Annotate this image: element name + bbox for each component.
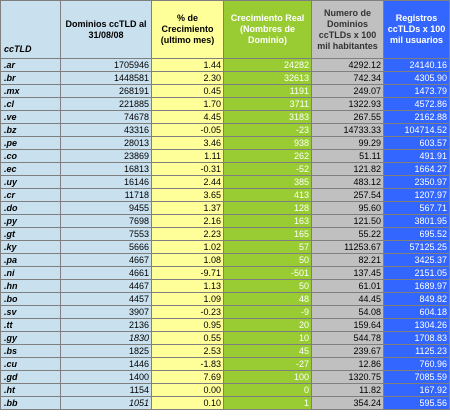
crecimiento-real-cell[interactable]: 24282 bbox=[224, 59, 312, 72]
dominios-cell[interactable]: 7553 bbox=[61, 228, 152, 241]
column-header-crecimiento-real[interactable]: Crecimiento Real (Nombres de Dominio) bbox=[224, 1, 312, 59]
crecimiento-pct-cell[interactable]: 1.11 bbox=[152, 150, 224, 163]
registros-cell[interactable]: 7085.59 bbox=[384, 371, 450, 384]
cctld-cell[interactable]: .br bbox=[1, 72, 61, 85]
crecimiento-pct-cell[interactable]: 2.30 bbox=[152, 72, 224, 85]
cctld-cell[interactable]: .py bbox=[1, 215, 61, 228]
cctld-cell[interactable]: .cr bbox=[1, 189, 61, 202]
cctld-cell[interactable]: .pa bbox=[1, 254, 61, 267]
registros-cell[interactable]: 604.18 bbox=[384, 306, 450, 319]
crecimiento-real-cell[interactable]: 163 bbox=[224, 215, 312, 228]
crecimiento-real-cell[interactable]: 0 bbox=[224, 384, 312, 397]
crecimiento-pct-cell[interactable]: 0.45 bbox=[152, 85, 224, 98]
registros-cell[interactable]: 2151.05 bbox=[384, 267, 450, 280]
registros-cell[interactable]: 57125.25 bbox=[384, 241, 450, 254]
numero-dominios-cell[interactable]: 257.54 bbox=[312, 189, 384, 202]
cctld-cell[interactable]: .co bbox=[1, 150, 61, 163]
cctld-cell[interactable]: .gd bbox=[1, 371, 61, 384]
cctld-cell[interactable]: .bb bbox=[1, 397, 61, 410]
numero-dominios-cell[interactable]: 14733.33 bbox=[312, 124, 384, 137]
crecimiento-pct-cell[interactable]: 1.02 bbox=[152, 241, 224, 254]
dominios-cell[interactable]: 74678 bbox=[61, 111, 152, 124]
table-row bbox=[1, 189, 450, 202]
table-row bbox=[1, 59, 450, 72]
dominios-cell[interactable]: 4457 bbox=[61, 293, 152, 306]
dominios-cell[interactable]: 7698 bbox=[61, 215, 152, 228]
crecimiento-pct-cell[interactable]: 3.65 bbox=[152, 189, 224, 202]
crecimiento-real-cell[interactable]: 385 bbox=[224, 176, 312, 189]
table-row bbox=[1, 202, 450, 215]
numero-dominios-cell[interactable]: 55.22 bbox=[312, 228, 384, 241]
dominios-cell[interactable]: 28013 bbox=[61, 137, 152, 150]
cctld-cell[interactable]: .mx bbox=[1, 85, 61, 98]
table-row bbox=[1, 150, 450, 163]
dominios-cell[interactable]: 3907 bbox=[61, 306, 152, 319]
column-header-numero-dominios[interactable]: Numero de Dominios ccTLDs x 100 mil habitantes bbox=[312, 1, 384, 59]
crecimiento-real-cell[interactable]: 10 bbox=[224, 332, 312, 345]
crecimiento-real-cell[interactable]: 57 bbox=[224, 241, 312, 254]
numero-dominios-cell[interactable]: 4292.12 bbox=[312, 59, 384, 72]
dominios-cell[interactable]: 16813 bbox=[61, 163, 152, 176]
dominios-cell[interactable]: 11718 bbox=[61, 189, 152, 202]
table-row bbox=[1, 111, 450, 124]
table-row bbox=[1, 332, 450, 345]
table-row bbox=[1, 124, 450, 137]
cctld-cell[interactable]: .ni bbox=[1, 267, 61, 280]
crecimiento-real-cell[interactable]: -27 bbox=[224, 358, 312, 371]
cctld-cell[interactable]: .gy bbox=[1, 332, 61, 345]
crecimiento-real-cell[interactable]: 20 bbox=[224, 319, 312, 332]
crecimiento-pct-cell[interactable]: 3.46 bbox=[152, 137, 224, 150]
numero-dominios-cell[interactable]: 61.01 bbox=[312, 280, 384, 293]
crecimiento-real-cell[interactable]: 1191 bbox=[224, 85, 312, 98]
registros-cell[interactable]: 2162.88 bbox=[384, 111, 450, 124]
cctld-cell[interactable]: .ht bbox=[1, 384, 61, 397]
numero-dominios-cell[interactable]: 121.82 bbox=[312, 163, 384, 176]
registros-cell[interactable]: 1125.23 bbox=[384, 345, 450, 358]
registros-cell[interactable]: 595.56 bbox=[384, 397, 450, 410]
cctld-cell[interactable]: .hn bbox=[1, 280, 61, 293]
table-row bbox=[1, 163, 450, 176]
dominios-cell[interactable]: 4661 bbox=[61, 267, 152, 280]
table-row bbox=[1, 319, 450, 332]
cctld-cell[interactable]: .ar bbox=[1, 59, 61, 72]
numero-dominios-cell[interactable]: 82.21 bbox=[312, 254, 384, 267]
dominios-cell[interactable]: 1400 bbox=[61, 371, 152, 384]
crecimiento-pct-cell[interactable]: 1.08 bbox=[152, 254, 224, 267]
registros-cell[interactable]: 1689.97 bbox=[384, 280, 450, 293]
numero-dominios-cell[interactable]: 742.34 bbox=[312, 72, 384, 85]
crecimiento-real-cell[interactable]: -501 bbox=[224, 267, 312, 280]
crecimiento-real-cell[interactable]: -9 bbox=[224, 306, 312, 319]
registros-cell[interactable]: 1664.27 bbox=[384, 163, 450, 176]
crecimiento-pct-cell[interactable]: 2.16 bbox=[152, 215, 224, 228]
cctld-cell[interactable]: .tt bbox=[1, 319, 61, 332]
registros-cell[interactable]: 4572.86 bbox=[384, 98, 450, 111]
numero-dominios-cell[interactable]: 44.45 bbox=[312, 293, 384, 306]
crecimiento-pct-cell[interactable]: -9.71 bbox=[152, 267, 224, 280]
column-header-cctld[interactable]: ccTLD bbox=[1, 1, 61, 59]
crecimiento-pct-cell[interactable]: -0.05 bbox=[152, 124, 224, 137]
crecimiento-real-cell[interactable]: 32613 bbox=[224, 72, 312, 85]
crecimiento-real-cell[interactable]: 45 bbox=[224, 345, 312, 358]
crecimiento-pct-cell[interactable]: 0.00 bbox=[152, 384, 224, 397]
table-row bbox=[1, 397, 450, 410]
crecimiento-pct-cell[interactable]: 7.69 bbox=[152, 371, 224, 384]
crecimiento-real-cell[interactable]: 100 bbox=[224, 371, 312, 384]
dominios-cell[interactable]: 1830 bbox=[61, 332, 152, 345]
dominios-cell[interactable]: 1446 bbox=[61, 358, 152, 371]
crecimiento-pct-cell[interactable]: 1.70 bbox=[152, 98, 224, 111]
crecimiento-pct-cell[interactable]: 1.09 bbox=[152, 293, 224, 306]
crecimiento-pct-cell[interactable]: 2.23 bbox=[152, 228, 224, 241]
numero-dominios-cell[interactable]: 1322.93 bbox=[312, 98, 384, 111]
column-header-crecimiento-pct[interactable]: % de Crecimiento (ultimo mes) bbox=[152, 1, 224, 59]
dominios-cell[interactable]: 4667 bbox=[61, 254, 152, 267]
crecimiento-pct-cell[interactable]: 1.44 bbox=[152, 59, 224, 72]
numero-dominios-cell[interactable]: 12.86 bbox=[312, 358, 384, 371]
column-header-dominios[interactable]: Dominios ccTLD al 31/08/08 bbox=[61, 1, 152, 59]
registros-cell[interactable]: 2350.97 bbox=[384, 176, 450, 189]
crecimiento-real-cell[interactable]: 3711 bbox=[224, 98, 312, 111]
numero-dominios-cell[interactable]: 249.07 bbox=[312, 85, 384, 98]
table-row bbox=[1, 85, 450, 98]
dominios-cell[interactable]: 1154 bbox=[61, 384, 152, 397]
crecimiento-real-cell[interactable]: 50 bbox=[224, 280, 312, 293]
dominios-cell[interactable]: 1825 bbox=[61, 345, 152, 358]
table-row bbox=[1, 254, 450, 267]
crecimiento-real-cell[interactable]: 262 bbox=[224, 150, 312, 163]
crecimiento-pct-cell[interactable]: -1.83 bbox=[152, 358, 224, 371]
cctld-cell[interactable]: .sv bbox=[1, 306, 61, 319]
numero-dominios-cell[interactable]: 95.60 bbox=[312, 202, 384, 215]
table-row bbox=[1, 345, 450, 358]
table-row bbox=[1, 280, 450, 293]
numero-dominios-cell[interactable]: 99.29 bbox=[312, 137, 384, 150]
numero-dominios-cell[interactable]: 51.11 bbox=[312, 150, 384, 163]
cctld-cell[interactable]: .cu bbox=[1, 358, 61, 371]
registros-cell[interactable]: 1304.26 bbox=[384, 319, 450, 332]
cctld-cell[interactable]: .ve bbox=[1, 111, 61, 124]
registros-cell[interactable]: 4305.90 bbox=[384, 72, 450, 85]
dominios-cell[interactable]: 23869 bbox=[61, 150, 152, 163]
table-body bbox=[1, 59, 450, 410]
table-row bbox=[1, 371, 450, 384]
crecimiento-real-cell[interactable]: 165 bbox=[224, 228, 312, 241]
cctld-cell[interactable]: .do bbox=[1, 202, 61, 215]
crecimiento-pct-cell[interactable]: 2.44 bbox=[152, 176, 224, 189]
registros-cell[interactable]: 24140.16 bbox=[384, 59, 450, 72]
registros-cell[interactable]: 849.82 bbox=[384, 293, 450, 306]
cctld-cell[interactable]: .gt bbox=[1, 228, 61, 241]
dominios-cell[interactable]: 5666 bbox=[61, 241, 152, 254]
registros-cell[interactable]: 3425.37 bbox=[384, 254, 450, 267]
dominios-cell[interactable]: 16146 bbox=[61, 176, 152, 189]
crecimiento-real-cell[interactable]: 1 bbox=[224, 397, 312, 410]
cctld-cell[interactable]: .ky bbox=[1, 241, 61, 254]
numero-dominios-cell[interactable]: 11.82 bbox=[312, 384, 384, 397]
crecimiento-real-cell[interactable]: 50 bbox=[224, 254, 312, 267]
dominios-cell[interactable]: 1705946 bbox=[61, 59, 152, 72]
crecimiento-real-cell[interactable]: 3183 bbox=[224, 111, 312, 124]
table-row bbox=[1, 137, 450, 150]
registros-cell[interactable]: 167.92 bbox=[384, 384, 450, 397]
crecimiento-pct-cell[interactable]: 0.10 bbox=[152, 397, 224, 410]
cctld-cell[interactable]: .cl bbox=[1, 98, 61, 111]
cctld-cell[interactable]: .ec bbox=[1, 163, 61, 176]
crecimiento-real-cell[interactable]: -52 bbox=[224, 163, 312, 176]
registros-cell[interactable]: 760.96 bbox=[384, 358, 450, 371]
numero-dominios-cell[interactable]: 159.64 bbox=[312, 319, 384, 332]
header-row bbox=[1, 1, 450, 59]
table-row bbox=[1, 72, 450, 85]
crecimiento-pct-cell[interactable]: 0.95 bbox=[152, 319, 224, 332]
numero-dominios-cell[interactable]: 1320.75 bbox=[312, 371, 384, 384]
numero-dominios-cell[interactable]: 267.55 bbox=[312, 111, 384, 124]
crecimiento-real-cell[interactable]: -23 bbox=[224, 124, 312, 137]
crecimiento-real-cell[interactable]: 128 bbox=[224, 202, 312, 215]
cctld-cell[interactable]: .bs bbox=[1, 345, 61, 358]
crecimiento-pct-cell[interactable]: -0.23 bbox=[152, 306, 224, 319]
registros-cell[interactable]: 695.52 bbox=[384, 228, 450, 241]
table-row bbox=[1, 228, 450, 241]
cctld-cell[interactable]: .bo bbox=[1, 293, 61, 306]
registros-cell[interactable]: 491.91 bbox=[384, 150, 450, 163]
table-row bbox=[1, 215, 450, 228]
registros-cell[interactable]: 104714.52 bbox=[384, 124, 450, 137]
table-header bbox=[1, 1, 450, 59]
numero-dominios-cell[interactable]: 54.08 bbox=[312, 306, 384, 319]
table-row bbox=[1, 293, 450, 306]
crecimiento-pct-cell[interactable]: 1.37 bbox=[152, 202, 224, 215]
table-row bbox=[1, 306, 450, 319]
dominios-cell[interactable]: 43316 bbox=[61, 124, 152, 137]
numero-dominios-cell[interactable]: 11253.67 bbox=[312, 241, 384, 254]
dominios-cell[interactable]: 2136 bbox=[61, 319, 152, 332]
cctld-cell[interactable]: .uy bbox=[1, 176, 61, 189]
numero-dominios-cell[interactable]: 354.24 bbox=[312, 397, 384, 410]
crecimiento-pct-cell[interactable]: 0.55 bbox=[152, 332, 224, 345]
table-row bbox=[1, 176, 450, 189]
crecimiento-real-cell[interactable]: 413 bbox=[224, 189, 312, 202]
crecimiento-pct-cell[interactable]: 1.13 bbox=[152, 280, 224, 293]
numero-dominios-cell[interactable]: 483.12 bbox=[312, 176, 384, 189]
dominios-cell[interactable]: 1448581 bbox=[61, 72, 152, 85]
dominios-cell[interactable]: 268191 bbox=[61, 85, 152, 98]
crecimiento-real-cell[interactable]: 938 bbox=[224, 137, 312, 150]
registros-cell[interactable]: 567.71 bbox=[384, 202, 450, 215]
registros-cell[interactable]: 1207.97 bbox=[384, 189, 450, 202]
dominios-cell[interactable]: 221885 bbox=[61, 98, 152, 111]
registros-cell[interactable]: 1473.79 bbox=[384, 85, 450, 98]
cctld-cell[interactable]: .bz bbox=[1, 124, 61, 137]
dominios-cell[interactable]: 9455 bbox=[61, 202, 152, 215]
table-row bbox=[1, 241, 450, 254]
table-row bbox=[1, 98, 450, 111]
registros-cell[interactable]: 1708.83 bbox=[384, 332, 450, 345]
registros-cell[interactable]: 603.57 bbox=[384, 137, 450, 150]
crecimiento-pct-cell[interactable]: -0.31 bbox=[152, 163, 224, 176]
numero-dominios-cell[interactable]: 239.67 bbox=[312, 345, 384, 358]
crecimiento-real-cell[interactable]: 48 bbox=[224, 293, 312, 306]
numero-dominios-cell[interactable]: 544.78 bbox=[312, 332, 384, 345]
table-row bbox=[1, 358, 450, 371]
cctld-cell[interactable]: .pe bbox=[1, 137, 61, 150]
column-header-registros[interactable]: Registros ccTLDs x 100 mil usuarios bbox=[384, 1, 450, 59]
table-row bbox=[1, 384, 450, 397]
table-row bbox=[1, 267, 450, 280]
numero-dominios-cell[interactable]: 121.50 bbox=[312, 215, 384, 228]
crecimiento-pct-cell[interactable]: 2.53 bbox=[152, 345, 224, 358]
dominios-cell[interactable]: 1051 bbox=[61, 397, 152, 410]
dominios-cell[interactable]: 4467 bbox=[61, 280, 152, 293]
registros-cell[interactable]: 3801.95 bbox=[384, 215, 450, 228]
crecimiento-pct-cell[interactable]: 4.45 bbox=[152, 111, 224, 124]
numero-dominios-cell[interactable]: 137.45 bbox=[312, 267, 384, 280]
